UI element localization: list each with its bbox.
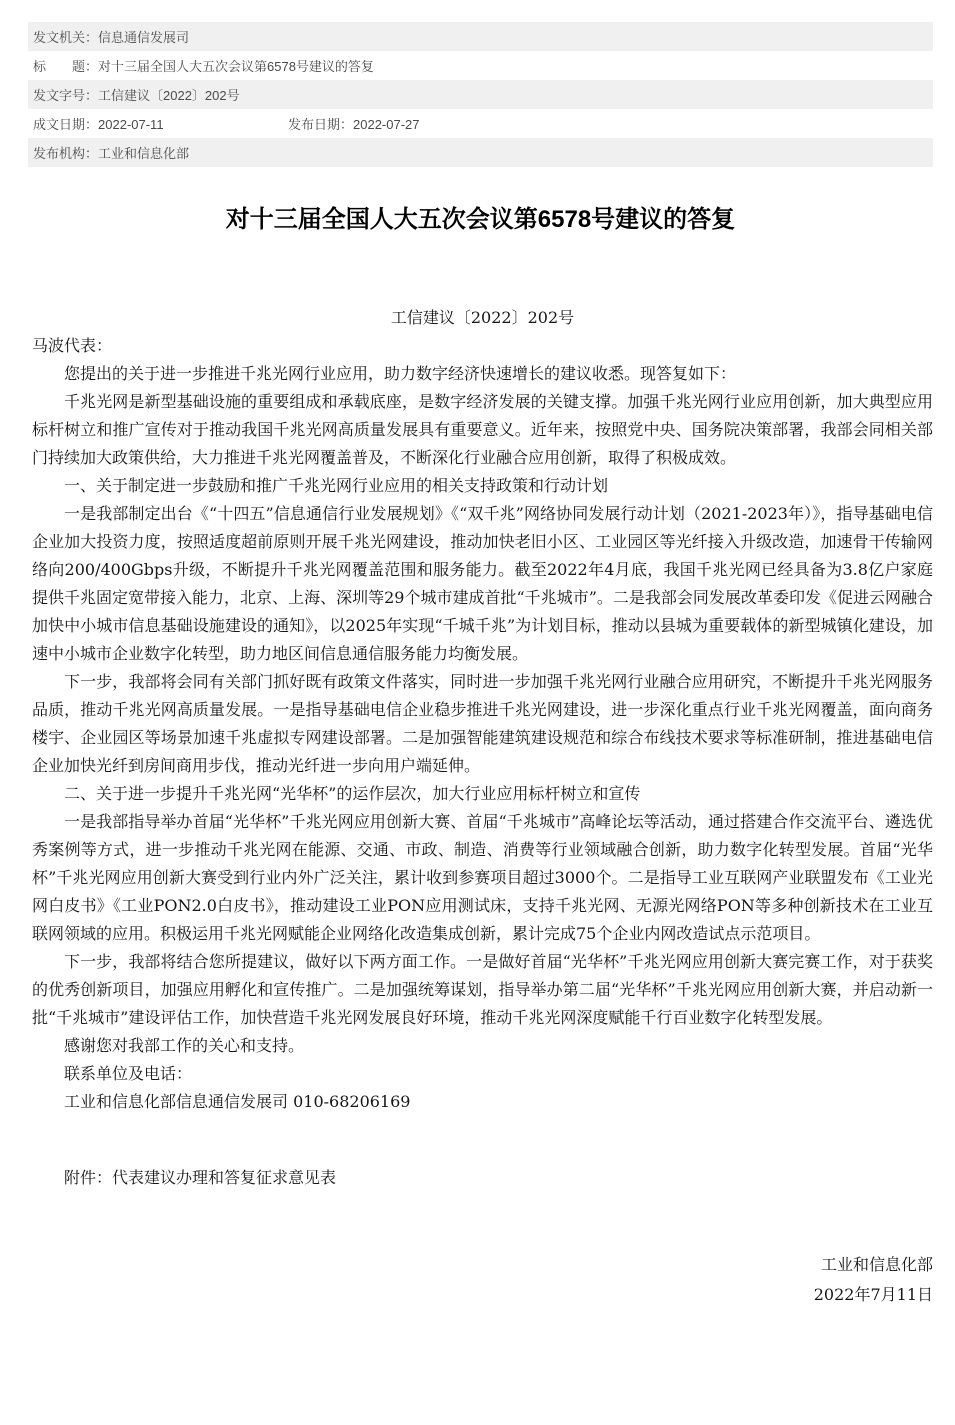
section-heading-1: 一、关于制定进一步鼓励和推广千兆光网行业应用的相关支持政策和行动计划 bbox=[64, 476, 609, 495]
attachment-line: 附件：代表建议办理和答复征求意见表 bbox=[64, 1168, 337, 1187]
paragraph-intro: 您提出的关于进一步推进千兆光网行业应用，助力数字经济快速增长的建议收悉。现答复如下： bbox=[64, 364, 737, 383]
paragraph-contact-label: 联系单位及电话： bbox=[64, 1064, 193, 1083]
meta-pair-publish-date bbox=[288, 114, 420, 133]
meta-value-doc-number: 工信建议〔2022〕202号 bbox=[98, 88, 240, 103]
paragraph-section1-measures: 一是我部制定出台《“十四五”信息通信行业发展规划》《“双千兆”网络协同发展行动计划（2021-2023年）》，指导基础电信企业加大投资力度，按照适度超前原则开展千兆光网建设，推动加快老旧小区、工业园区等光纤接入升级改造，加速骨干传输网络向200/400Gbps升级，不断提升千兆光网覆盖范围和服务能力。截至2022年4月底，我国千兆光网已经具备为3.8亿户家庭提供千兆固定宽带接入能力，北京、上海、深圳等29个城市建成首批“千兆城市”。二是我部会同发展改革委印发《促进云网融合 加快中小城市信息基础设施建设的通知》，以2025年实现“千城千兆”为计划目标，推动以县城为重要载体的新型城镇化建设，加速中小城市企业数字化转型，助力地区间信息通信服务能力均衡发展。 bbox=[32, 504, 933, 663]
meta-row-issuing-office bbox=[28, 22, 933, 51]
meta-row-doc-number bbox=[28, 80, 933, 109]
meta-label-issuing-office: 发文机关： bbox=[33, 30, 99, 45]
meta-value-issuing-office: 信息通信发展司 bbox=[98, 30, 190, 45]
document-meta-table bbox=[28, 22, 933, 167]
page-title: 对十三届全国人大五次会议第6578号建议的答复 bbox=[225, 206, 736, 233]
paragraph-section2-measures: 一是我部指导举办首届“光华杯”千兆光网应用创新大赛、首届“千兆城市”高峰论坛等活动，通过搭建合作交流平台、遴选优秀案例等方式，进一步推动千兆光网在能源、交通、市政、制造、消费等行业领域融合创新，助力数字化转型发展。首届“光华杯”千兆光网应用创新大赛受到行业内外广泛关注，累计收到参赛项目超过3000个。二是指导工业互联网产业联盟发布《工业光网白皮书》《工业PON2.0白皮书》，推动建设工业PON应用测试床，支持千兆光网、无源光网络PON等多种创新技术在工业互联网领域的应用。积极运用千兆光网赋能企业网络化改造集成创新，累计完成75个企业内网改造试点示范项目。 bbox=[32, 812, 933, 943]
meta-value-publish-date: 2022-07-27 bbox=[353, 117, 420, 132]
meta-value-title: 对十三届全国人大五次会议第6578号建议的答复 bbox=[98, 59, 374, 74]
meta-label-publish-agency: 发布机构： bbox=[33, 146, 99, 161]
salutation: 马波代表： bbox=[32, 336, 113, 355]
signature-block bbox=[32, 1250, 933, 1310]
meta-row-dates bbox=[28, 109, 933, 138]
meta-row-title bbox=[28, 51, 933, 80]
meta-pair-written-date bbox=[33, 114, 288, 133]
paragraph-thanks: 感谢您对我部工作的关心和支持。 bbox=[64, 1036, 305, 1055]
meta-row-publish-agency bbox=[28, 138, 933, 167]
document-content bbox=[32, 304, 933, 1310]
signature-agency: 工业和信息化部 bbox=[820, 1255, 933, 1274]
paragraph-section2-next-steps: 下一步，我部将结合您所提建议，做好以下两方面工作。一是做好首届“光华杯”千兆光网应用创新大赛完赛工作，对于获奖的优秀创新项目，加强应用孵化和宣传推广。二是加强统筹谋划，指导举办第二届“光华杯”千兆光网应用创新大赛，并启动新一批“千兆城市”建设评估工作，加快营造千兆光网发展良好环境，推动千兆光网深度赋能千行百业数字化转型发展。 bbox=[32, 952, 933, 1027]
paragraph-section1-next-steps: 下一步，我部将会同有关部门抓好既有政策文件落实，同时进一步加强千兆光网行业融合应用研究，不断提升千兆光网服务品质，推动千兆光网高质量发展。一是指导基础电信企业稳步推进千兆光网建设，进一步深化重点行业千兆光网覆盖，面向商务楼宇、企业园区等场景加速千兆虚拟专网建设部署。二是加强智能建筑建设规范和综合布线技术要求等标准研制，推进基础电信企业加快光纤到房间商用步伐，推动光纤进一步向用户端延伸。 bbox=[32, 672, 933, 775]
paragraph-background: 千兆光网是新型基础设施的重要组成和承载底座，是数字经济发展的关键支撑。加强千兆光网行业应用创新，加大典型应用标杆树立和推广宣传对于推动我国千兆光网高质量发展具有重要意义。近年来，按照党中央、国务院决策部署，我部会同相关部门持续加大政策供给，大力推进千兆光网覆盖普及，不断深化行业融合应用创新，取得了积极成效。 bbox=[32, 392, 933, 467]
signature-date: 2022年7月11日 bbox=[813, 1285, 933, 1304]
section-heading-2: 二、关于进一步提升千兆光网“光华杯”的运作层次，加大行业应用标杆树立和宣传 bbox=[64, 784, 641, 803]
doc-number-line: 工信建议〔2022〕202号 bbox=[390, 308, 575, 327]
meta-label-publish-date: 发布日期： bbox=[288, 117, 354, 132]
paragraph-contact-info: 工业和信息化部信息通信发展司 010-68206169 bbox=[64, 1092, 411, 1111]
meta-label-doc-number: 发文字号： bbox=[33, 88, 99, 103]
meta-value-publish-agency: 工业和信息化部 bbox=[98, 146, 190, 161]
meta-value-written-date: 2022-07-11 bbox=[98, 117, 164, 132]
meta-label-title: 标 题： bbox=[33, 59, 99, 74]
meta-label-written-date: 成文日期： bbox=[33, 117, 99, 132]
